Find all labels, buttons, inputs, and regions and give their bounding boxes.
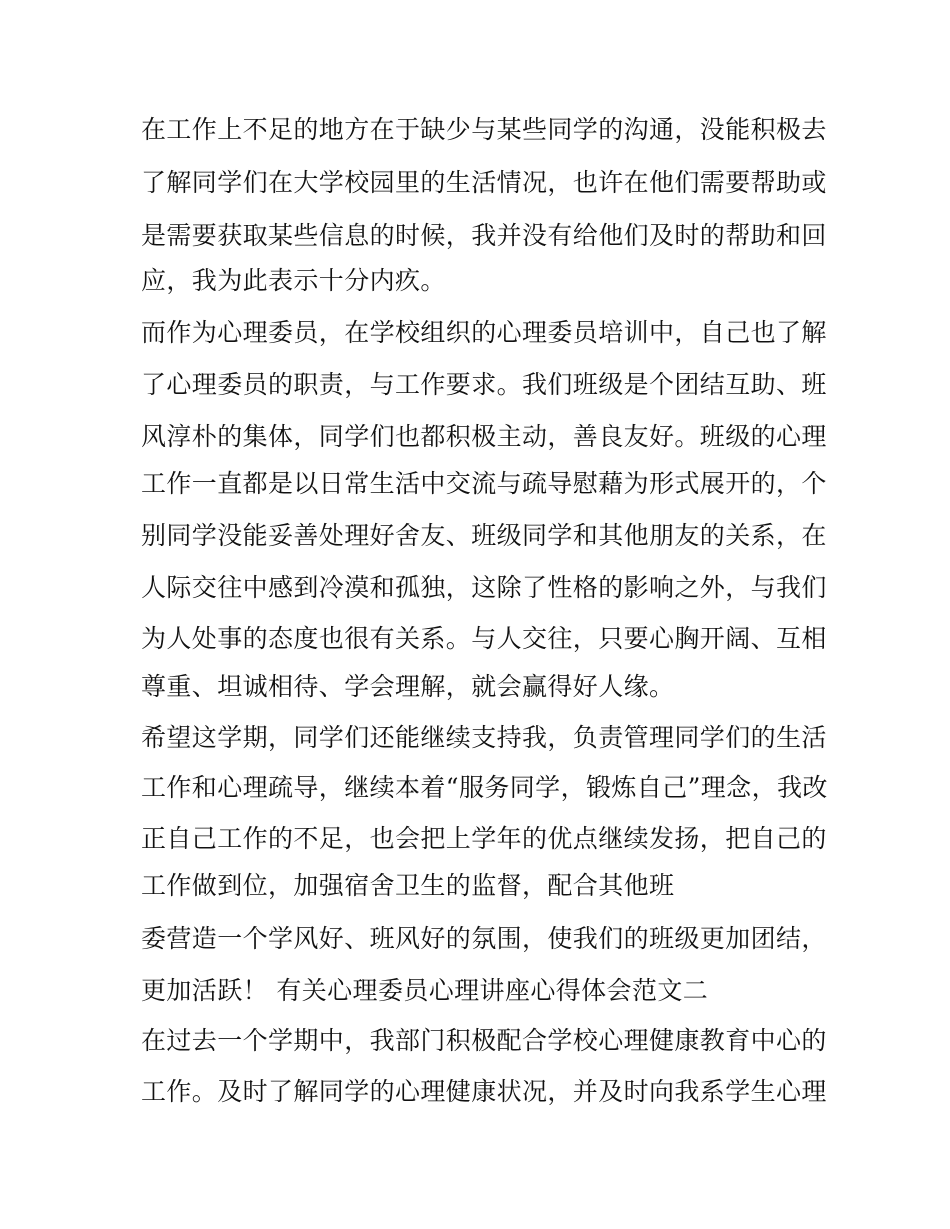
text-line: 工作做到位，加强宿舍卫生的监督，配合其他班 [141, 871, 675, 900]
text-line: 在过去一个学期中，我部门积极配合学校心理健康教育中心的 [141, 1026, 827, 1055]
text-line: 工作和心理疏导，继续本着“服务同学，锻炼自己”理念，我改 [141, 773, 828, 802]
text-line: 委营造一个学风好、班风好的氛围，使我们的班级更加团结， [141, 924, 827, 953]
text-line: 了心理委员的职责，与工作要求。我们班级是个团结互助、班 [141, 370, 827, 399]
text-line: 在工作上不足的地方在于缺少与某些同学的沟通，没能积极去 [141, 115, 827, 144]
text-line: 为人处事的态度也很有关系。与人交往，只要心胸开阔、互相 [141, 624, 827, 653]
text-line: 是需要获取某些信息的时候，我并没有给他们及时的帮助和回 [141, 221, 827, 250]
text-line: 别同学没能妥善处理好舍友、班级同学和其他朋友的关系，在 [141, 521, 827, 550]
text-line: 工作一直都是以日常生活中交流与疏导慰藉为形式展开的，个 [141, 469, 827, 498]
text-line: 而作为心理委员，在学校组织的心理委员培训中，自己也了解 [141, 318, 827, 347]
text-line: 了解同学们在大学校园里的生活情况，也许在他们需要帮助或 [141, 168, 827, 197]
text-line: 正自己工作的不足，也会把上学年的优点继续发扬，把自己的 [141, 824, 827, 853]
text-line: 风淳朴的集体，同学们也都积极主动，善良友好。班级的心理 [141, 422, 827, 451]
text-line: 更加活跃！ 有关心理委员心理讲座心得体会范文二 [141, 976, 709, 1005]
text-line: 工作。及时了解同学的心理健康状况，并及时向我系学生心理 [141, 1077, 827, 1106]
text-line: 尊重、坦诚相待、学会理解，就会赢得好人缘。 [141, 672, 675, 701]
text-line: 希望这学期，同学们还能继续支持我，负责管理同学们的生活 [141, 723, 827, 752]
text-line: 应，我为此表示十分内疚。 [141, 266, 446, 295]
text-line: 人际交往中感到冷漠和孤独，这除了性格的影响之外，与我们 [141, 573, 827, 602]
